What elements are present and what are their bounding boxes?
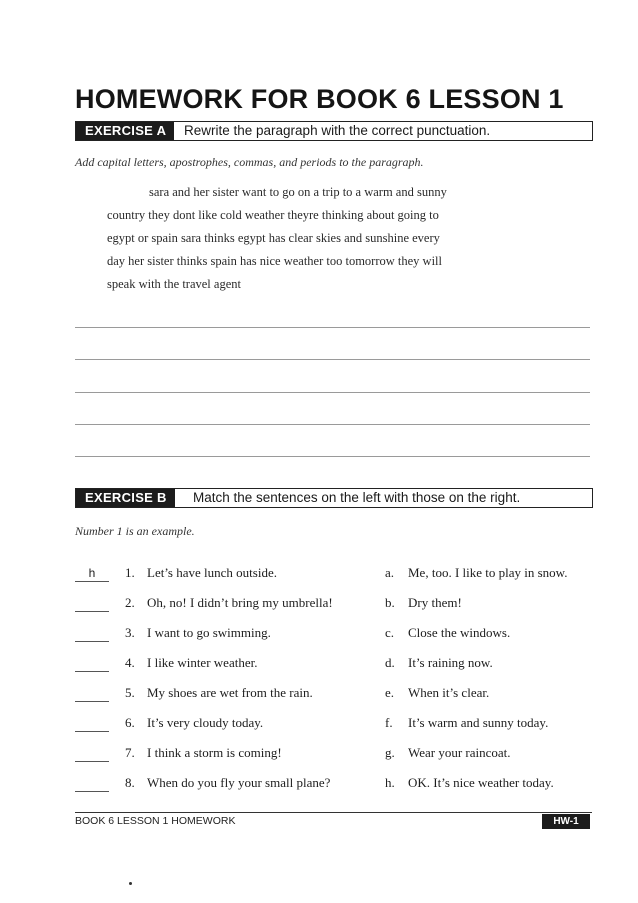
match-row <box>75 595 595 615</box>
match-row <box>75 625 595 645</box>
left-sentence: I want to go swimming. <box>147 625 271 640</box>
paragraph-line: country they dont like cold weather theyre thinking about going to <box>107 208 439 222</box>
footer-divider <box>75 812 592 813</box>
paragraph-line: day her sister thinks spain has nice weather too tomorrow they will <box>107 254 442 268</box>
paragraph-line: sara and her sister want to go on a trip to a warm and sunny <box>149 185 447 199</box>
left-sentence: Let’s have lunch outside. <box>147 565 277 580</box>
right-sentence: It’s warm and sunny today. <box>408 715 549 730</box>
row-number: 6. <box>125 715 135 730</box>
answer-blank[interactable] <box>75 687 109 702</box>
exercise-a-header <box>75 121 593 141</box>
paragraph-line: egypt or spain sara thinks egypt has clear skies and sunshine every <box>107 231 440 245</box>
left-sentence: It’s very cloudy today. <box>147 715 264 730</box>
right-sentence: OK. It’s nice weather today. <box>408 775 554 790</box>
exercise-b-instruction: Number 1 is an example. <box>75 524 195 538</box>
match-row <box>75 655 595 675</box>
row-number: 2. <box>125 595 135 610</box>
match-row <box>75 775 595 795</box>
row-letter: e. <box>385 685 395 700</box>
match-row <box>75 685 595 705</box>
exercise-a-instruction: Add capital letters, apostrophes, commas, and periods to the paragraph. <box>75 155 424 169</box>
exercise-a-heading: Rewrite the paragraph with the correct punctuation. <box>184 123 491 138</box>
row-letter: f. <box>385 715 393 730</box>
writing-line[interactable] <box>75 392 590 393</box>
row-number: 8. <box>125 775 135 790</box>
match-row <box>75 715 595 735</box>
right-sentence: It’s raining now. <box>408 655 493 670</box>
row-number: 5. <box>125 685 135 700</box>
exercise-b-tag: EXERCISE B <box>76 489 175 507</box>
exercise-a-tag: EXERCISE A <box>76 122 174 140</box>
right-sentence: Close the windows. <box>408 625 511 640</box>
exercise-a-paragraph <box>107 181 547 296</box>
exercise-b-header <box>75 488 593 508</box>
row-letter: g. <box>385 745 395 760</box>
answer-blank[interactable] <box>75 717 109 732</box>
right-sentence: Wear your raincoat. <box>408 745 511 760</box>
row-number: 4. <box>125 655 135 670</box>
footer-text: BOOK 6 LESSON 1 HOMEWORK <box>75 815 236 827</box>
match-row <box>75 565 595 585</box>
answer-blank[interactable] <box>75 777 109 792</box>
row-number: 1. <box>125 565 135 580</box>
row-letter: d. <box>385 655 395 670</box>
right-sentence: Dry them! <box>408 595 462 610</box>
row-number: 7. <box>125 745 135 760</box>
left-sentence: Oh, no! I didn’t bring my umbrella! <box>147 595 333 610</box>
paragraph-line: speak with the travel agent <box>107 277 241 291</box>
answer-blank[interactable] <box>75 597 109 612</box>
answer-blank[interactable] <box>75 627 109 642</box>
row-number: 3. <box>125 625 135 640</box>
exercise-b-heading: Match the sentences on the left with those on the right. <box>193 490 521 505</box>
stray-mark <box>129 882 132 885</box>
left-sentence: My shoes are wet from the rain. <box>147 685 313 700</box>
match-row <box>75 745 595 765</box>
right-sentence: When it’s clear. <box>408 685 490 700</box>
row-letter: h. <box>385 775 395 790</box>
left-sentence: I like winter weather. <box>147 655 258 670</box>
writing-line[interactable] <box>75 456 590 457</box>
left-sentence: I think a storm is coming! <box>147 745 282 760</box>
row-letter: a. <box>385 565 395 580</box>
page-title: HOMEWORK FOR BOOK 6 LESSON 1 <box>75 84 564 114</box>
page-number-badge: HW-1 <box>542 814 590 829</box>
row-letter: c. <box>385 625 395 640</box>
writing-line[interactable] <box>75 424 590 425</box>
answer-blank[interactable] <box>75 747 109 762</box>
right-sentence: Me, too. I like to play in snow. <box>408 565 568 580</box>
writing-line[interactable] <box>75 359 590 360</box>
answer-blank[interactable] <box>75 657 109 672</box>
writing-line[interactable] <box>75 327 590 328</box>
left-sentence: When do you fly your small plane? <box>147 775 331 790</box>
answer-blank[interactable]: h <box>75 567 109 582</box>
row-letter: b. <box>385 595 395 610</box>
